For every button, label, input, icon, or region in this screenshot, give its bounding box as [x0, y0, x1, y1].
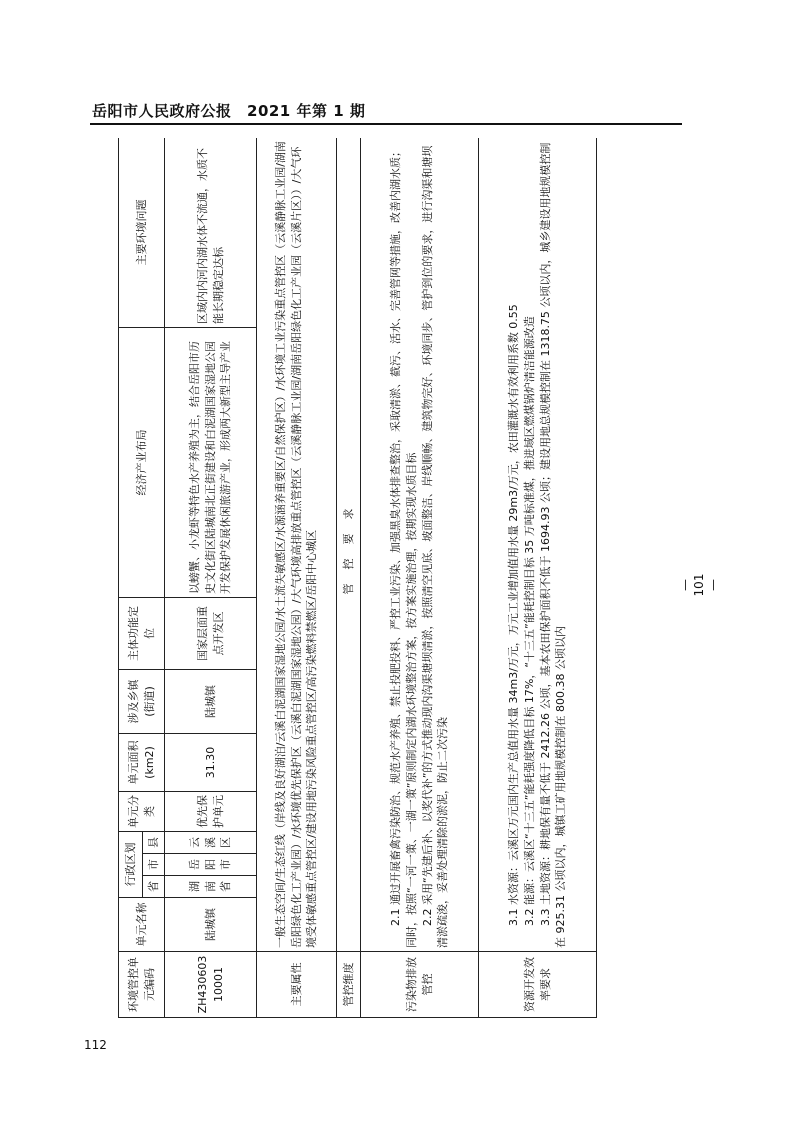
- cell-function: 国家层面重点开发区: [165, 598, 257, 670]
- page-number: — 101 —: [678, 573, 720, 597]
- pollution-text: [361, 138, 479, 952]
- control-unit-table: [118, 138, 597, 1018]
- cell-economy: 以螃蟹、小龙虾等特色水产养殖为主，结合岳阳市历史文化街区陆城南北正街建设和白泥湖国家湿地公园开发保护发展休闲旅游产业，形成两大新型主导产业: [165, 328, 257, 598]
- header-row-1: [119, 138, 143, 1018]
- header-rule: [90, 123, 682, 125]
- header-county: 县: [143, 832, 165, 854]
- header-unit-name: 单元名称: [119, 898, 165, 952]
- resource-para-1: 3.1 水资源：云溪区万元国内生产总值用水量 34m3/万元，万元工业增加值用水量 29m3/万元，农田灌溉水有效利用系数 0.55: [506, 304, 520, 926]
- control-requirements-text: 管控要求: [341, 494, 355, 595]
- cell-code: ZH43060310001: [165, 952, 257, 1018]
- header-function: 主体功能定位: [119, 598, 165, 670]
- main-attr-text: 一般生态空间/生态红线（岸线及良好湖泊/云溪白泥湖国家湿地公园/水土流失敏感区/水源涵养重要区/自然保护区）/水环境工业污染重点管控区（云溪静脉工业园/湖南岳阳绿色化工产业园）/水环境优先保护区（云溪白泥湖国家湿地公园）/大气环境高排放重点管控区（云溪静脉工业园/湖南岳阳绿色化工产业园（云溪片区））/大气环境受体敏感重点管控区/建设用地污染风险重点管控区/高污染燃料禁燃区/岳阳中心城区: [257, 138, 337, 952]
- cell-county: 云溪区: [165, 832, 257, 854]
- header-province: 省: [143, 876, 165, 898]
- side-page-number: 112: [84, 1038, 107, 1052]
- header-area: 单元面积(km2): [119, 734, 165, 792]
- pollution-row: [361, 138, 479, 1018]
- cell-city: 岳阳市: [165, 854, 257, 876]
- cell-issues: 区域内内河内湖水体不流通，水质不能长期稳定达标: [165, 138, 257, 328]
- resource-para-3: 3.3 土地资源：耕地保有量不低于 2412.26 公顷，基本农田保护面积不低于 1694.93 公顷；建设用地总规模控制在 1318.75 公顷以内，城乡建设用地规模控制在 925.31 公顷以内，城镇工矿用地规模控制在 800.38 公顷以内: [538, 142, 568, 948]
- dimension-row: [337, 138, 361, 1018]
- cell-province: 湖南省: [165, 876, 257, 898]
- pollution-para-2: 2.2 采用“先建后补、以奖代补”的方式推动现内沟渠塘坝清淤，按照清空见底、坡面整洁、岸线顺畅、建筑物完好、环境同步、管护到位的要求，进行沟渠和塘坝清淤疏浚，妥善处理清除的淤泥，防止二次污染: [420, 145, 450, 948]
- page-header: 岳阳市人民政府公报 2021 年第 1 期: [92, 102, 366, 120]
- resource-label: 资源开发效率要求: [479, 952, 597, 1018]
- header-economy: 经济产业布局: [119, 328, 165, 598]
- cell-name: 陆城镇: [165, 898, 257, 952]
- cell-category: 优先保护单元: [165, 792, 257, 832]
- main-attr-row: [257, 138, 337, 1018]
- header-city: 市: [143, 854, 165, 876]
- pollution-para-1: 2.1 通过开展畜禽污染防治、规范水产养殖、禁止投肥投料、严控工业污染、加强黑臭水体排查整治，采取清淤、截污、活水、完善管网等措施，改善内湖水质；同时，按照“一河一策、一湖一策”原则制定内湖水环境整治方案，按方案实施治理，按期实现水质目标: [388, 146, 418, 948]
- cell-towns: 陆城镇: [165, 670, 257, 734]
- pollution-label: 污染物排放管控: [361, 952, 479, 1018]
- rotated-table-wrapper: [118, 138, 618, 1018]
- header-category: 单元分类: [119, 792, 165, 832]
- cell-area: 31.30: [165, 734, 257, 792]
- dimension-label: 管控维度: [337, 952, 361, 1018]
- header-admin: 行政区划: [119, 832, 143, 898]
- resource-row: [479, 138, 597, 1018]
- main-attr-label: 主要属性: [257, 952, 337, 1018]
- header-towns: 涉及乡镇(街道): [119, 670, 165, 734]
- resource-para-2: 3.2 能源：云溪区“十三五”能耗强度降低目标 17%，“十三五”能耗控制目标 35 万吨标准煤，推进域区燃煤锅炉清洁能源改造: [522, 316, 536, 926]
- rotated-table-area: [118, 138, 618, 1018]
- control-requirements-label: [337, 138, 361, 952]
- resource-text: [479, 138, 597, 952]
- header-issues: 主要环境问题: [119, 138, 165, 328]
- data-row: [165, 138, 257, 1018]
- header-unit-code: 环境管控单元编码: [119, 952, 165, 1018]
